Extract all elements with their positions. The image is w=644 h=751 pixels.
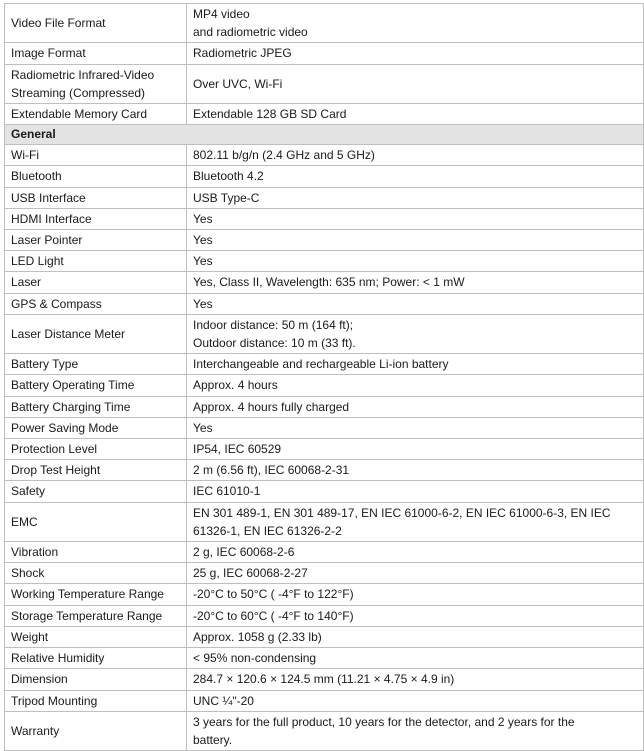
spec-label: EMC [5, 502, 187, 541]
spec-value-line: and radiometric video [193, 25, 308, 40]
spec-value-line: Approx. 1058 g (2.33 lb) [193, 629, 322, 644]
spec-label: Battery Type [5, 354, 187, 375]
spec-value [187, 563, 644, 584]
spec-value-line: Extendable 128 GB SD Card [193, 107, 347, 122]
spec-value [187, 375, 644, 396]
spec-row [5, 43, 644, 64]
spec-value-line: IEC 61010-1 [193, 484, 261, 499]
spec-value-line: USB Type-C [193, 190, 260, 205]
spec-row [5, 104, 644, 125]
spec-value [187, 208, 644, 229]
spec-label: Relative Humidity [5, 648, 187, 669]
spec-value-line: < 95% non-condensing [193, 651, 317, 666]
spec-row [5, 354, 644, 375]
spec-label: Laser Distance Meter [5, 314, 187, 353]
spec-row [5, 187, 644, 208]
spec-value [187, 502, 644, 541]
spec-value [187, 648, 644, 669]
spec-value [187, 230, 644, 251]
spec-label: Storage Temperature Range [5, 605, 187, 626]
spec-label: Laser Pointer [5, 230, 187, 251]
spec-row [5, 251, 644, 272]
spec-value [187, 4, 644, 43]
spec-value-line: UNC ¼"-20 [193, 693, 254, 708]
spec-value-line: Bluetooth 4.2 [193, 169, 264, 184]
spec-value-line: 2 g, IEC 60068-2-6 [193, 545, 295, 560]
spec-value-line: MP4 video [193, 7, 250, 21]
spec-row [5, 396, 644, 417]
spec-label: LED Light [5, 251, 187, 272]
spec-label: Extendable Memory Card [5, 104, 187, 125]
spec-label [5, 64, 187, 103]
spec-label: Working Temperature Range [5, 584, 187, 605]
spec-row [5, 293, 644, 314]
spec-label: Battery Operating Time [5, 375, 187, 396]
spec-value-line: 802.11 b/g/n (2.4 GHz and 5 GHz) [193, 148, 375, 163]
spec-label: Warranty [5, 711, 187, 750]
spec-value-line: EN 301 489-1, EN 301 489-17, EN IEC 61000-6-2, EN IEC 61000-6-3, EN IEC [193, 505, 611, 520]
spec-value [187, 354, 644, 375]
spec-row [5, 417, 644, 438]
spec-row [5, 669, 644, 690]
spec-label: Shock [5, 563, 187, 584]
spec-row [5, 375, 644, 396]
section-title: General [5, 125, 644, 145]
spec-label: Protection Level [5, 439, 187, 460]
spec-label: USB Interface [5, 187, 187, 208]
spec-row [5, 314, 644, 353]
spec-label: Video File Format [5, 4, 187, 43]
spec-row [5, 166, 644, 187]
spec-value-line: Yes, Class II, Wavelength: 635 nm; Power: < 1 mW [193, 275, 465, 290]
spec-label: Laser [5, 272, 187, 293]
spec-value-line: 61326-1, EN IEC 61326-2-2 [193, 523, 342, 538]
spec-value [187, 711, 644, 750]
spec-label: Weight [5, 626, 187, 647]
spec-value-line: Approx. 4 hours [193, 378, 278, 393]
spec-value-line: battery. [193, 732, 233, 747]
spec-row [5, 648, 644, 669]
spec-value-line: Yes [193, 296, 213, 311]
spec-row [5, 542, 644, 563]
spec-value [187, 314, 644, 353]
spec-value-line: Yes [193, 211, 213, 226]
spec-label: Tripod Mounting [5, 690, 187, 711]
spec-row [5, 208, 644, 229]
spec-value-line: 3 years for the full product, 10 years for the detector, and 2 years for the [193, 714, 575, 729]
spec-label: Battery Charging Time [5, 396, 187, 417]
spec-value [187, 43, 644, 64]
spec-value [187, 145, 644, 166]
spec-value [187, 293, 644, 314]
spec-label: GPS & Compass [5, 293, 187, 314]
spec-value-line: -20°C to 60°C ( -4°F to 140°F) [193, 608, 354, 623]
spec-value-line: Yes [193, 254, 213, 269]
spec-value [187, 584, 644, 605]
spec-value-line: 2 m (6.56 ft), IEC 60068-2-31 [193, 463, 350, 478]
spec-label: Vibration [5, 542, 187, 563]
spec-label: Safety [5, 481, 187, 502]
spec-value-line: Approx. 4 hours fully charged [193, 399, 350, 414]
spec-row [5, 481, 644, 502]
spec-value [187, 669, 644, 690]
spec-value-line: Indoor distance: 50 m (164 ft); [193, 317, 354, 332]
spec-value [187, 439, 644, 460]
spec-value [187, 417, 644, 438]
spec-row [5, 502, 644, 541]
spec-value-line: Radiometric JPEG [193, 46, 292, 61]
spec-value-line: Yes [193, 420, 213, 435]
spec-value-line: Outdoor distance: 10 m (33 ft). [193, 336, 356, 351]
spec-row [5, 690, 644, 711]
spec-value-line: Yes [193, 233, 213, 248]
spec-value-line: 25 g, IEC 60068-2-27 [193, 566, 308, 581]
spec-table-body [5, 4, 644, 751]
spec-label: Wi-Fi [5, 145, 187, 166]
spec-row [5, 145, 644, 166]
spec-value [187, 166, 644, 187]
spec-value-line: -20°C to 50°C ( -4°F to 122°F) [193, 587, 354, 602]
spec-label: HDMI Interface [5, 208, 187, 229]
spec-value [187, 104, 644, 125]
spec-value-line: Over UVC, Wi-Fi [193, 76, 283, 91]
spec-label: Image Format [5, 43, 187, 64]
spec-value [187, 460, 644, 481]
spec-value-line: IP54, IEC 60529 [193, 442, 282, 457]
spec-label: Dimension [5, 669, 187, 690]
spec-row [5, 605, 644, 626]
spec-row [5, 230, 644, 251]
spec-value [187, 605, 644, 626]
spec-value [187, 690, 644, 711]
spec-row [5, 4, 644, 43]
spec-label-line: Streaming (Compressed) [11, 85, 146, 100]
spec-row [5, 711, 644, 750]
spec-row [5, 626, 644, 647]
spec-label: Power Saving Mode [5, 417, 187, 438]
spec-value-line: 284.7 × 120.6 × 124.5 mm (11.21 × 4.75 × 4.9 in) [193, 672, 455, 687]
spec-value [187, 542, 644, 563]
spec-row [5, 439, 644, 460]
spec-value-line: Interchangeable and rechargeable Li-ion battery [193, 357, 449, 372]
spec-row [5, 64, 644, 103]
spec-value [187, 272, 644, 293]
spec-value [187, 251, 644, 272]
spec-row [5, 563, 644, 584]
spec-value [187, 64, 644, 103]
spec-label-line: Radiometric Infrared-Video [11, 67, 155, 82]
spec-row [5, 460, 644, 481]
spec-row [5, 584, 644, 605]
spec-value [187, 396, 644, 417]
spec-table [4, 3, 644, 751]
spec-value [187, 187, 644, 208]
spec-label: Bluetooth [5, 166, 187, 187]
spec-label: Drop Test Height [5, 460, 187, 481]
spec-value [187, 481, 644, 502]
spec-value [187, 626, 644, 647]
section-header-row [5, 125, 644, 145]
spec-row [5, 272, 644, 293]
